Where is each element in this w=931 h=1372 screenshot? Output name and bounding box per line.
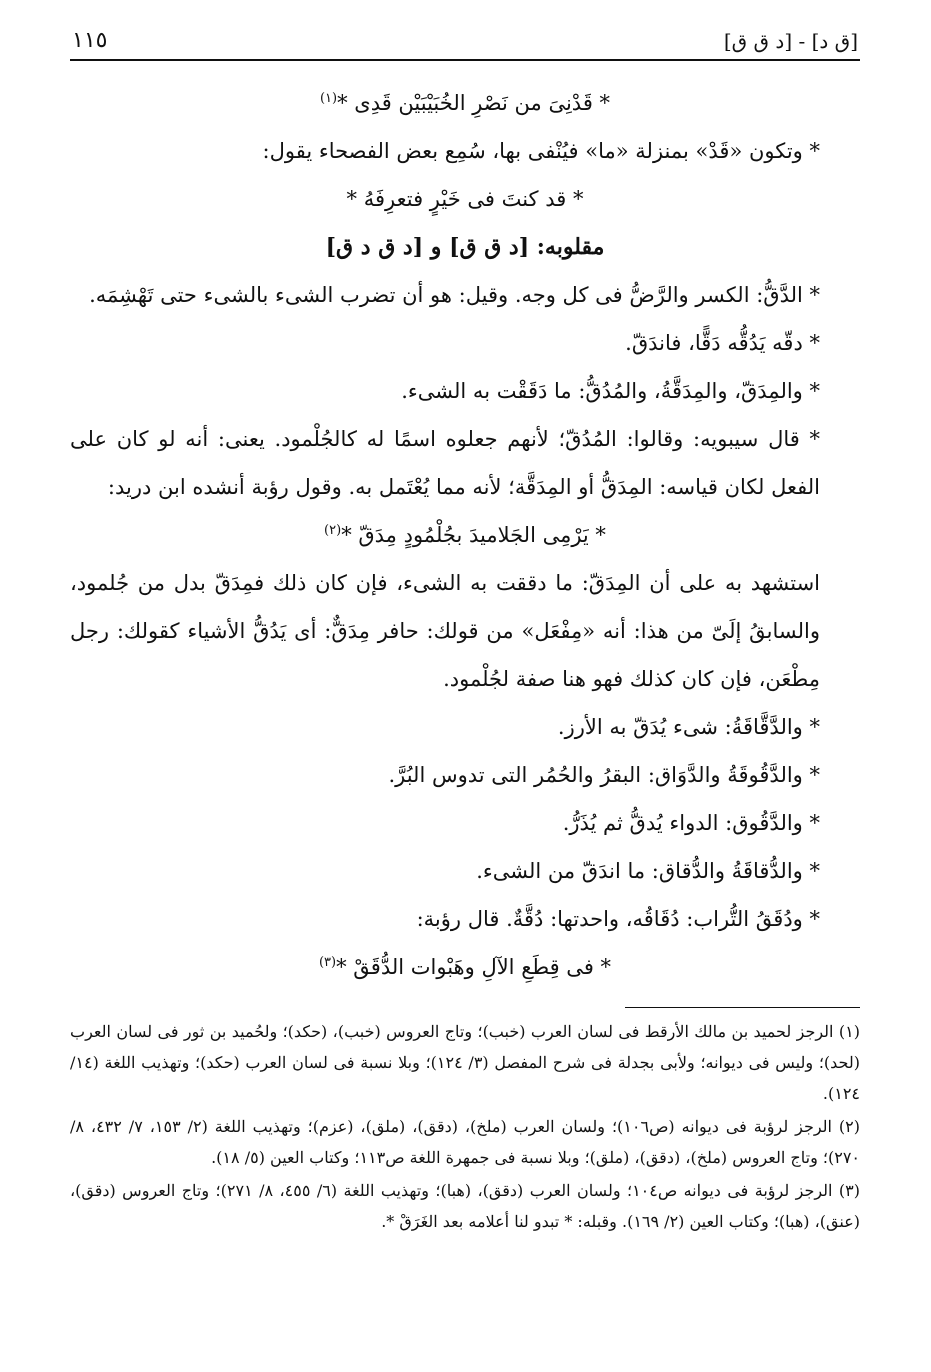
paragraph: * والدُّقاقَةُ والدُّقاق: ما اندَقّ من الشىء. bbox=[476, 859, 820, 883]
paragraph: * والدَّقُوقَةُ والدَّوَاق: البقرُ والحُمُر التى تدوس البُرَّ. bbox=[388, 763, 820, 787]
document-page bbox=[70, 28, 860, 1239]
verse-line: * يَرْمِى الجَلاميدَ بجُلْمُودٍ مِدَقّ *$^{(٢)}$ bbox=[324, 523, 606, 547]
paragraph: * الدَّقُّ: الكسر والرَّضُّ فى كل وجه. وقيل: هو أن تضرب الشىء بالشىء حتى تَهْشِمَه. bbox=[89, 283, 820, 307]
paragraph: * والمِدَقّ، والمِدَقَّةُ، والمُدُقُّ: ما دَقَقْت به الشىء. bbox=[401, 379, 820, 403]
section-heading: مقلوبه: [د ق ق] و [د ق د ق] bbox=[325, 234, 605, 260]
paragraph: * ودُقَقُ التُّراب: دُقَاقُه، واحدتها: دُقَّةٌ. قال رؤبة: bbox=[416, 907, 820, 931]
paragraph: * وتكون «قَدْ» بمنزلة «ما» فيُنْفى بها، سُمِع بعض الفصحاء يقول: bbox=[262, 139, 820, 163]
paragraph: استشهد به على أن المِدَقّ: ما دققت به الشىء، فإن كان ذلك فمِدَقّ بدل من جُلمود، والسابقُ إلَىّ من هذا: أنه «مِفْعَل» من قولك: حافر مِدَقٌّ: أى يَدُقُّ الأشياء كقولك: رجل مِطْعَن، فإن كان كذلك فهو هنا صفة لجُلْمود. bbox=[70, 571, 820, 691]
paragraph: * والدَّقَّاقَةُ: شىء يُدَقّ به الأرز. bbox=[557, 715, 820, 739]
footnote-divider bbox=[625, 1007, 860, 1008]
verse-line: * قد كنتَ فى خَيْرٍ فتعرِفَهُ * bbox=[346, 187, 584, 211]
page-header bbox=[70, 28, 860, 61]
page-number: ١١٥ bbox=[72, 28, 108, 53]
footnote: (١) الرجز لحميد بن مالك الأرقط فى لسان العرب (خبب)؛ وتاج العروس (خبب)، (حكد)؛ ولحُميد بن ثور فى لسان العرب (لحد)؛ وليس فى ديوانه؛ ولأبى بجدلة فى شرح المفصل (٣/ ١٢٤)؛ وبلا نسبة فى لسان العرب (حكد)؛ وتهذيب اللغة (١٤/ ١٢٤). bbox=[70, 1022, 860, 1103]
footnotes bbox=[70, 1016, 860, 1237]
main-text bbox=[70, 79, 860, 991]
footnote: (٢) الرجز لرؤبة فى ديوانه (ص١٠٦)؛ ولسان العرب (ملخ)، (دقق)، (ملق)، (عزم)؛ وتهذيب اللغة (٢/ ١٥٣، ٧/ ٤٣٢، ٨/ ٢٧٠)؛ وتاج العروس (ملخ)، (دقق)، (ملق)؛ وبلا نسبة فى جمهرة اللغة ص١١٣؛ وكتاب العين (٥/ ١٨). bbox=[70, 1117, 861, 1167]
footnote: (٣) الرجز لرؤبة فى ديوانه ص١٠٤؛ ولسان العرب (دقق)، (هبا)؛ وتهذيب اللغة (٦/ ٤٥٥، ٨/ ٢٧١)؛ وتاج العروس (دقق)، (عنق)، (هبا)؛ وكتاب العين (٢/ ١٦٩). وقبله: * تبدو لنا أعلامه بعد الغَرَقْ *. bbox=[70, 1181, 861, 1231]
verse-line: * فى قِطَعِ الآلِ وهَبْوات الدُّقَقْ *$^{(٣)}$ bbox=[318, 955, 612, 979]
paragraph: * دقّه يَدُقُّه دَقًّا، فاندَقّ. bbox=[625, 331, 820, 355]
running-title: [ق د] - [د ق ق] bbox=[723, 29, 858, 53]
verse-line: * قَدْنِىَ من نَصْرِ الخُبَيْبَيْن قَدِى *$^{(١)}$ bbox=[319, 91, 611, 115]
paragraph: * قال سيبويه: وقالوا: المُدُقّ؛ لأنهم جعلوه اسمًا له كالجُلْمود. يعنى: أنه لو كان على الفعل لكان قياسه: المِدَقُّ أو المِدَقَّة؛ لأنه مما يُعْتَمل به. وقول رؤبة أنشده ابن دريد: bbox=[70, 427, 820, 499]
paragraph: * والدَّقُوق: الدواء يُدقُّ ثم يُذَرُّ. bbox=[562, 811, 820, 835]
